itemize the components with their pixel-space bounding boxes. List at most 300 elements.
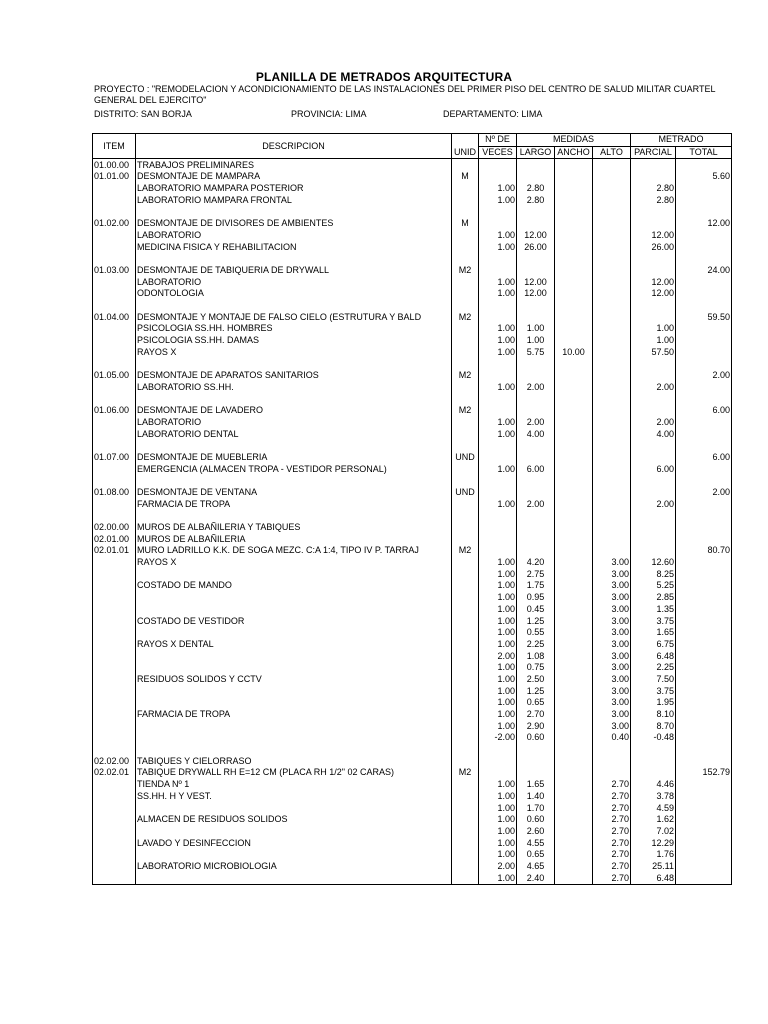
description-cell: ALMACEN DE RESIDUOS SOLIDOS xyxy=(136,814,452,826)
alto-cell: 2.70 xyxy=(593,849,631,861)
alto-cell xyxy=(593,335,631,347)
description-cell xyxy=(136,732,452,744)
ancho-cell xyxy=(555,288,593,300)
ancho-cell xyxy=(555,194,593,206)
parcial-cell: 2.00 xyxy=(631,381,676,393)
alto-cell xyxy=(593,323,631,335)
largo-cell: 0.60 xyxy=(517,732,555,744)
item-cell: 01.07.00 xyxy=(93,452,136,464)
veces-cell: 1.00 xyxy=(479,837,517,849)
item-cell xyxy=(93,849,136,861)
project-description xyxy=(94,84,734,106)
ancho-cell xyxy=(555,498,593,510)
total-cell: 6.00 xyxy=(676,452,732,464)
item-cell xyxy=(93,650,136,662)
parcial-cell xyxy=(631,370,676,382)
largo-cell xyxy=(517,159,555,171)
alto-cell xyxy=(593,487,631,499)
description-cell xyxy=(136,650,452,662)
table-row xyxy=(93,300,732,312)
unit-cell xyxy=(452,557,479,569)
ancho-cell xyxy=(555,323,593,335)
alto-cell xyxy=(593,218,631,230)
description-cell: MEDICINA FISICA Y REHABILITACION xyxy=(136,241,452,253)
alto-cell xyxy=(593,358,631,370)
item-cell xyxy=(93,241,136,253)
table-row xyxy=(93,779,732,791)
description-cell: TABIQUES Y CIELORRASO xyxy=(136,755,452,767)
total-cell xyxy=(676,662,732,674)
largo-cell: 1.70 xyxy=(517,802,555,814)
item-cell xyxy=(93,393,136,405)
total-cell xyxy=(676,650,732,662)
veces-cell: 1.00 xyxy=(479,802,517,814)
parcial-cell: 3.78 xyxy=(631,791,676,803)
total-cell xyxy=(676,522,732,534)
largo-cell: 4.65 xyxy=(517,861,555,873)
veces-cell: 1.00 xyxy=(479,346,517,358)
table-row xyxy=(93,253,732,265)
description-cell xyxy=(136,849,452,861)
largo-cell: 4.20 xyxy=(517,557,555,569)
largo-cell xyxy=(517,487,555,499)
total-cell xyxy=(676,674,732,686)
largo-cell xyxy=(517,440,555,452)
ancho-cell xyxy=(555,171,593,183)
item-cell xyxy=(93,732,136,744)
item-cell xyxy=(93,872,136,884)
veces-cell: 1.00 xyxy=(479,697,517,709)
table-row xyxy=(93,475,732,487)
largo-cell xyxy=(517,218,555,230)
item-cell xyxy=(93,288,136,300)
table-row xyxy=(93,393,732,405)
total-cell xyxy=(676,206,732,218)
parcial-cell: 1.00 xyxy=(631,335,676,347)
alto-cell xyxy=(593,393,631,405)
ancho-cell xyxy=(555,300,593,312)
ancho-cell xyxy=(555,779,593,791)
unit-cell xyxy=(452,697,479,709)
parcial-cell xyxy=(631,487,676,499)
table-row xyxy=(93,627,732,639)
parcial-cell: 3.75 xyxy=(631,615,676,627)
parcial-cell: -0.48 xyxy=(631,732,676,744)
largo-cell: 1.25 xyxy=(517,615,555,627)
unit-cell: M xyxy=(452,171,479,183)
ancho-cell xyxy=(555,452,593,464)
description-cell: FARMACIA DE TROPA xyxy=(136,709,452,721)
veces-cell: 1.00 xyxy=(479,779,517,791)
item-cell xyxy=(93,475,136,487)
largo-cell xyxy=(517,755,555,767)
largo-cell xyxy=(517,475,555,487)
ancho-cell xyxy=(555,381,593,393)
total-cell xyxy=(676,475,732,487)
item-cell xyxy=(93,627,136,639)
alto-cell xyxy=(593,230,631,242)
description-cell: TIENDA Nº 1 xyxy=(136,779,452,791)
district-label: DISTRITO: SAN BORJA xyxy=(94,109,192,119)
ancho-cell xyxy=(555,533,593,545)
parcial-cell: 6.48 xyxy=(631,650,676,662)
veces-cell: 1.00 xyxy=(479,674,517,686)
parcial-cell xyxy=(631,253,676,265)
table-row xyxy=(93,522,732,534)
table-row xyxy=(93,662,732,674)
total-cell xyxy=(676,861,732,873)
item-cell xyxy=(93,837,136,849)
parcial-cell: 5.25 xyxy=(631,580,676,592)
unit-cell xyxy=(452,791,479,803)
alto-cell xyxy=(593,194,631,206)
total-cell xyxy=(676,709,732,721)
item-cell xyxy=(93,335,136,347)
total-cell xyxy=(676,627,732,639)
table-row xyxy=(93,674,732,686)
total-cell xyxy=(676,498,732,510)
ancho-cell xyxy=(555,849,593,861)
alto-cell: 2.70 xyxy=(593,791,631,803)
ancho-cell xyxy=(555,604,593,616)
table-row xyxy=(93,230,732,242)
parcial-cell: 12.00 xyxy=(631,230,676,242)
ancho-cell xyxy=(555,393,593,405)
parcial-cell xyxy=(631,171,676,183)
item-cell xyxy=(93,662,136,674)
parcial-cell: 8.10 xyxy=(631,709,676,721)
unit-cell xyxy=(452,440,479,452)
alto-cell xyxy=(593,171,631,183)
largo-cell: 2.25 xyxy=(517,639,555,651)
ancho-cell xyxy=(555,615,593,627)
parcial-cell xyxy=(631,533,676,545)
header-veces: VECES xyxy=(479,146,517,159)
table-row xyxy=(93,159,732,171)
table-row xyxy=(93,861,732,873)
alto-cell: 2.70 xyxy=(593,837,631,849)
unit-cell: M2 xyxy=(452,405,479,417)
item-cell: 02.02.01 xyxy=(93,767,136,779)
parcial-cell: 8.70 xyxy=(631,720,676,732)
largo-cell: 2.70 xyxy=(517,709,555,721)
ancho-cell xyxy=(555,837,593,849)
total-cell: 2.00 xyxy=(676,487,732,499)
largo-cell xyxy=(517,405,555,417)
veces-cell: 1.00 xyxy=(479,498,517,510)
unit-cell xyxy=(452,744,479,756)
ancho-cell xyxy=(555,709,593,721)
ancho-cell xyxy=(555,814,593,826)
description-cell: LABORATORIO DENTAL xyxy=(136,428,452,440)
alto-cell: 3.00 xyxy=(593,627,631,639)
alto-cell xyxy=(593,183,631,195)
veces-cell: 1.00 xyxy=(479,685,517,697)
table-row xyxy=(93,276,732,288)
veces-cell: 1.00 xyxy=(479,814,517,826)
unit-cell xyxy=(452,393,479,405)
description-cell: DESMONTAJE Y MONTAJE DE FALSO CIELO (ESTRUTURA Y BALD xyxy=(136,311,452,323)
ancho-cell xyxy=(555,241,593,253)
table-row xyxy=(93,241,732,253)
alto-cell xyxy=(593,767,631,779)
largo-cell: 1.00 xyxy=(517,323,555,335)
item-cell: 02.01.01 xyxy=(93,545,136,557)
parcial-cell: 3.75 xyxy=(631,685,676,697)
item-cell: 01.03.00 xyxy=(93,265,136,277)
parcial-cell: 12.00 xyxy=(631,288,676,300)
total-cell xyxy=(676,323,732,335)
table-row xyxy=(93,381,732,393)
largo-cell xyxy=(517,206,555,218)
veces-cell: 1.00 xyxy=(479,791,517,803)
unit-cell xyxy=(452,861,479,873)
header-n-de: Nº DE xyxy=(479,134,517,147)
table-row xyxy=(93,335,732,347)
largo-cell: 1.75 xyxy=(517,580,555,592)
largo-cell xyxy=(517,533,555,545)
total-cell: 80.70 xyxy=(676,545,732,557)
veces-cell: 2.00 xyxy=(479,861,517,873)
unit-cell xyxy=(452,475,479,487)
alto-cell xyxy=(593,381,631,393)
description-cell: COSTADO DE VESTIDOR xyxy=(136,615,452,627)
description-cell: LABORATORIO xyxy=(136,276,452,288)
description-cell: LABORATORIO xyxy=(136,230,452,242)
largo-cell xyxy=(517,253,555,265)
description-cell xyxy=(136,206,452,218)
total-cell xyxy=(676,183,732,195)
table-row xyxy=(93,452,732,464)
parcial-cell: 12.60 xyxy=(631,557,676,569)
parcial-cell: 1.95 xyxy=(631,697,676,709)
veces-cell: 1.00 xyxy=(479,568,517,580)
total-cell xyxy=(676,428,732,440)
alto-cell xyxy=(593,755,631,767)
table-row xyxy=(93,428,732,440)
veces-cell: 1.00 xyxy=(479,428,517,440)
unit-cell xyxy=(452,604,479,616)
veces-cell xyxy=(479,393,517,405)
alto-cell xyxy=(593,159,631,171)
ancho-cell xyxy=(555,218,593,230)
description-cell: LABORATORIO MICROBIOLOGIA xyxy=(136,861,452,873)
unit-cell xyxy=(452,650,479,662)
total-cell: 24.00 xyxy=(676,265,732,277)
header-parcial: PARCIAL xyxy=(631,146,676,159)
total-cell xyxy=(676,346,732,358)
table-row xyxy=(93,194,732,206)
ancho-cell xyxy=(555,522,593,534)
ancho-cell xyxy=(555,662,593,674)
item-cell xyxy=(93,206,136,218)
unit-cell xyxy=(452,206,479,218)
parcial-cell: 1.62 xyxy=(631,814,676,826)
unit-cell xyxy=(452,241,479,253)
item-cell xyxy=(93,685,136,697)
veces-cell xyxy=(479,206,517,218)
veces-cell: 1.00 xyxy=(479,639,517,651)
unit-cell: M2 xyxy=(452,311,479,323)
table-row xyxy=(93,604,732,616)
parcial-cell xyxy=(631,440,676,452)
alto-cell: 3.00 xyxy=(593,580,631,592)
largo-cell xyxy=(517,358,555,370)
veces-cell xyxy=(479,370,517,382)
alto-cell xyxy=(593,417,631,429)
table-row xyxy=(93,533,732,545)
unit-cell: M2 xyxy=(452,545,479,557)
unit-cell xyxy=(452,592,479,604)
description-cell: LABORATORIO MAMPARA FRONTAL xyxy=(136,194,452,206)
total-cell xyxy=(676,381,732,393)
ancho-cell xyxy=(555,510,593,522)
ancho-cell xyxy=(555,720,593,732)
alto-cell: 3.00 xyxy=(593,604,631,616)
item-cell xyxy=(93,861,136,873)
veces-cell: 1.00 xyxy=(479,627,517,639)
unit-cell xyxy=(452,580,479,592)
unit-cell: UND xyxy=(452,487,479,499)
description-cell: ODONTOLOGIA xyxy=(136,288,452,300)
alto-cell xyxy=(593,241,631,253)
unit-cell xyxy=(452,849,479,861)
unit-cell xyxy=(452,615,479,627)
total-cell xyxy=(676,849,732,861)
veces-cell xyxy=(479,159,517,171)
largo-cell: 0.65 xyxy=(517,849,555,861)
description-cell xyxy=(136,662,452,674)
unit-cell xyxy=(452,674,479,686)
unit-cell xyxy=(452,755,479,767)
total-cell xyxy=(676,230,732,242)
ancho-cell xyxy=(555,580,593,592)
veces-cell xyxy=(479,452,517,464)
item-cell xyxy=(93,720,136,732)
largo-cell xyxy=(517,522,555,534)
item-cell xyxy=(93,568,136,580)
total-cell xyxy=(676,417,732,429)
unit-cell xyxy=(452,522,479,534)
unit-cell xyxy=(452,837,479,849)
largo-cell xyxy=(517,300,555,312)
parcial-cell xyxy=(631,475,676,487)
parcial-cell: 8.25 xyxy=(631,568,676,580)
item-cell xyxy=(93,300,136,312)
table-row xyxy=(93,218,732,230)
total-cell xyxy=(676,639,732,651)
description-cell: EMERGENCIA (ALMACEN TROPA - VESTIDOR PERSONAL) xyxy=(136,463,452,475)
item-cell xyxy=(93,230,136,242)
veces-cell: 1.00 xyxy=(479,335,517,347)
item-cell xyxy=(93,826,136,838)
unit-cell xyxy=(452,346,479,358)
header-unid: UNID xyxy=(452,134,479,159)
ancho-cell xyxy=(555,183,593,195)
largo-cell: 2.50 xyxy=(517,674,555,686)
ancho-cell xyxy=(555,639,593,651)
parcial-cell: 6.75 xyxy=(631,639,676,651)
veces-cell: 1.00 xyxy=(479,288,517,300)
largo-cell xyxy=(517,265,555,277)
description-cell: DESMONTAJE DE LAVADERO xyxy=(136,405,452,417)
table-row xyxy=(93,709,732,721)
description-cell: PSICOLOGIA SS.HH. DAMAS xyxy=(136,335,452,347)
unit-cell xyxy=(452,802,479,814)
ancho-cell xyxy=(555,358,593,370)
header-total: TOTAL xyxy=(676,146,732,159)
alto-cell: 2.70 xyxy=(593,826,631,838)
header-ancho: ANCHO xyxy=(555,146,593,159)
total-cell xyxy=(676,241,732,253)
ancho-cell xyxy=(555,568,593,580)
table-row xyxy=(93,487,732,499)
alto-cell xyxy=(593,533,631,545)
ancho-cell xyxy=(555,697,593,709)
department-label: DEPARTAMENTO: LIMA xyxy=(443,109,543,119)
alto-cell: 3.00 xyxy=(593,674,631,686)
veces-cell: -2.00 xyxy=(479,732,517,744)
largo-cell xyxy=(517,171,555,183)
table-row xyxy=(93,650,732,662)
largo-cell xyxy=(517,767,555,779)
total-cell: 59.50 xyxy=(676,311,732,323)
ancho-cell xyxy=(555,428,593,440)
parcial-cell: 4.00 xyxy=(631,428,676,440)
item-cell xyxy=(93,791,136,803)
largo-cell: 5.75 xyxy=(517,346,555,358)
ancho-cell xyxy=(555,674,593,686)
largo-cell: 1.40 xyxy=(517,791,555,803)
alto-cell xyxy=(593,346,631,358)
item-cell: 01.06.00 xyxy=(93,405,136,417)
veces-cell: 1.00 xyxy=(479,463,517,475)
table-row xyxy=(93,557,732,569)
veces-cell xyxy=(479,405,517,417)
table-row xyxy=(93,872,732,884)
largo-cell: 1.25 xyxy=(517,685,555,697)
unit-cell xyxy=(452,159,479,171)
alto-cell xyxy=(593,311,631,323)
header-item: ITEM xyxy=(93,134,136,159)
ancho-cell xyxy=(555,206,593,218)
ancho-cell xyxy=(555,791,593,803)
document-title: PLANILLA DE METRADOS ARQUITECTURA xyxy=(255,70,513,84)
total-cell xyxy=(676,288,732,300)
parcial-cell: 1.65 xyxy=(631,627,676,639)
veces-cell: 1.00 xyxy=(479,615,517,627)
total-cell xyxy=(676,568,732,580)
item-cell xyxy=(93,510,136,522)
veces-cell: 1.00 xyxy=(479,720,517,732)
veces-cell: 1.00 xyxy=(479,381,517,393)
largo-cell xyxy=(517,370,555,382)
table-row xyxy=(93,685,732,697)
table-row xyxy=(93,405,732,417)
parcial-cell: 4.59 xyxy=(631,802,676,814)
total-cell xyxy=(676,755,732,767)
total-cell xyxy=(676,872,732,884)
item-cell: 01.01.00 xyxy=(93,171,136,183)
unit-cell xyxy=(452,685,479,697)
alto-cell xyxy=(593,522,631,534)
unit-cell xyxy=(452,230,479,242)
alto-cell: 3.00 xyxy=(593,615,631,627)
parcial-cell xyxy=(631,393,676,405)
parcial-cell: 25.11 xyxy=(631,861,676,873)
largo-cell: 0.60 xyxy=(517,814,555,826)
description-cell: PSICOLOGIA SS.HH. HOMBRES xyxy=(136,323,452,335)
